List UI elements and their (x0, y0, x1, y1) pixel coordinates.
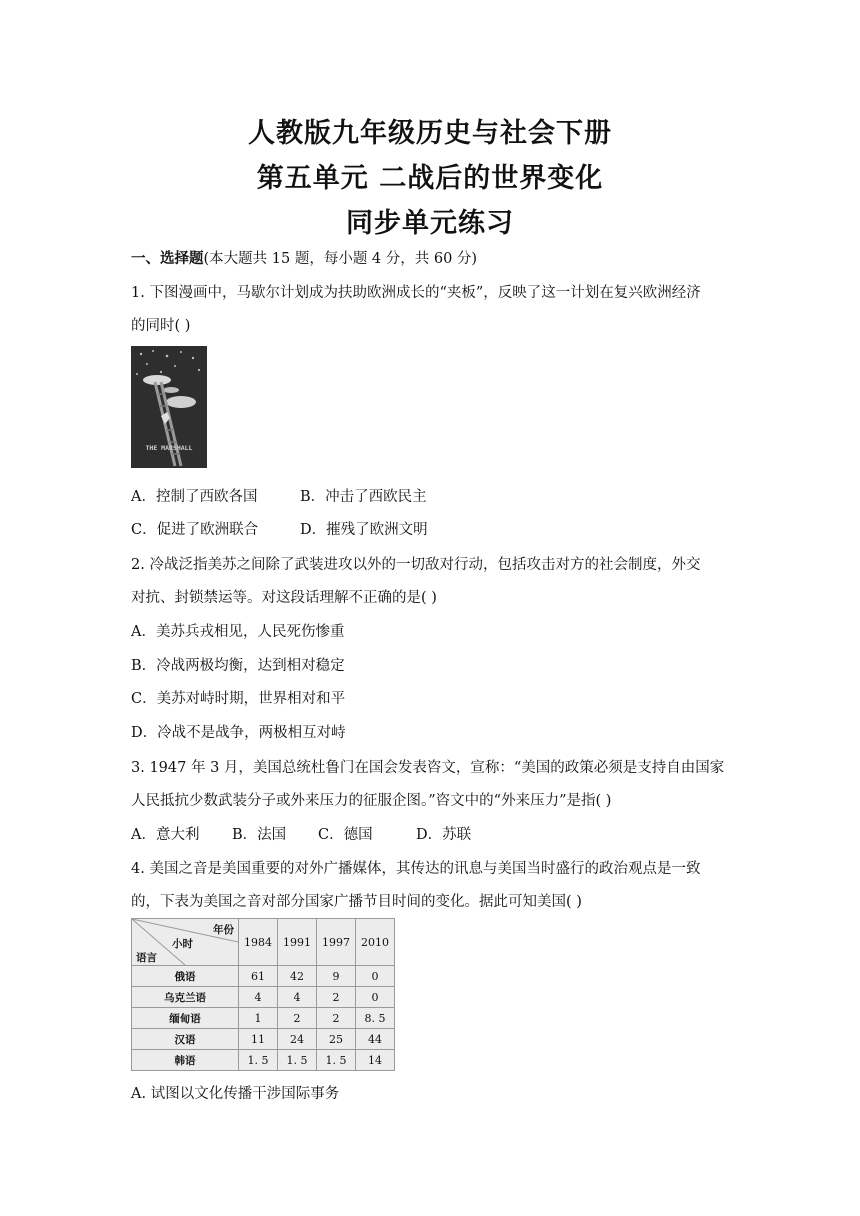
voa-broadcast-table (131, 918, 395, 1071)
table-row (132, 1050, 395, 1071)
hours-cell: 2 (278, 1008, 317, 1029)
year-header: 2010 (356, 919, 395, 966)
hours-cell: 1. 5 (278, 1050, 317, 1071)
corner-year-label: 年份 (213, 924, 234, 936)
section-note: (本大题共 15 题，每小题 4 分，共 60 分) (203, 251, 478, 267)
table-row (132, 1029, 395, 1050)
hours-cell: 1. 5 (239, 1050, 278, 1071)
table-row (132, 1008, 395, 1029)
q1-option-c[interactable]: C．促进了欧洲联合 (131, 522, 259, 538)
language-cell: 韩语 (132, 1050, 239, 1071)
hours-cell: 25 (317, 1029, 356, 1050)
hours-cell: 4 (239, 987, 278, 1008)
language-cell: 俄语 (132, 966, 239, 987)
q1-stem-line1: 1. 下图漫画中，马歇尔计划成为扶助欧洲成长的“夹板”，反映了这一计划在复兴欧洲经济 (131, 285, 701, 301)
q1-option-b[interactable]: B．冲击了西欧民主 (300, 489, 427, 505)
section-label: 一、选择题 (131, 251, 204, 267)
section-heading (131, 247, 477, 268)
language-cell: 乌克兰语 (132, 987, 239, 1008)
cartoon-illustration (131, 346, 207, 468)
hours-cell: 14 (356, 1050, 395, 1071)
language-cell: 缅甸语 (132, 1008, 239, 1029)
q1-option-a[interactable]: A．控制了西欧各国 (131, 489, 258, 505)
unit-title: 第五单元 二战后的世界变化 (256, 163, 604, 194)
language-cell: 汉语 (132, 1029, 239, 1050)
q3-option-a[interactable]: A．意大利 (131, 827, 200, 843)
year-header: 1984 (239, 919, 278, 966)
exercise-title: 同步单元练习 (346, 208, 514, 239)
hours-cell: 1 (239, 1008, 278, 1029)
q2-option-a[interactable]: A．美苏兵戎相见，人民死伤惨重 (131, 624, 345, 640)
q3-option-d[interactable]: D．苏联 (416, 827, 472, 843)
hours-cell: 8. 5 (356, 1008, 395, 1029)
q1-option-d[interactable]: D．摧残了欧洲文明 (300, 522, 428, 538)
q4-option-a[interactable]: A. 试图以文化传播干涉国际事务 (131, 1086, 340, 1102)
q1-stem-line2: 的同时( ) (131, 318, 191, 334)
q2-option-b[interactable]: B．冷战两极均衡，达到相对稳定 (131, 658, 345, 674)
hours-cell: 0 (356, 966, 395, 987)
year-header: 1997 (317, 919, 356, 966)
q2-stem-line2: 对抗、封锁禁运等。对这段话理解不正确的是( ) (131, 590, 437, 606)
table-row (132, 966, 395, 987)
q2-option-d[interactable]: D．冷战不是战争，两极相互对峙 (131, 725, 346, 741)
hours-cell: 2 (317, 987, 356, 1008)
corner-lang-label: 语言 (136, 952, 157, 964)
q4-stem-line2: 的，下表为美国之音对部分国家广播节目时间的变化。据此可知美国( ) (131, 894, 582, 910)
hours-cell: 9 (317, 966, 356, 987)
table-row (132, 987, 395, 1008)
hours-cell: 61 (239, 966, 278, 987)
q3-option-b[interactable]: B．法国 (232, 827, 287, 843)
year-header: 1991 (278, 919, 317, 966)
hours-cell: 2 (317, 1008, 356, 1029)
q3-stem-line1: 3. 1947 年 3 月，美国总统杜鲁门在国会发表咨文，宣称：“美国的政策必须是支持自由国家 (131, 760, 725, 776)
hours-cell: 11 (239, 1029, 278, 1050)
hours-cell: 42 (278, 966, 317, 987)
hours-cell: 4 (278, 987, 317, 1008)
hours-cell: 1. 5 (317, 1050, 356, 1071)
hours-cell: 44 (356, 1029, 395, 1050)
q2-stem-line1: 2. 冷战泛指美苏之间除了武装进攻以外的一切敌对行动，包括攻击对方的社会制度，外交 (131, 557, 701, 573)
marshall-plan-cartoon (131, 346, 207, 468)
hours-cell: 0 (356, 987, 395, 1008)
table-header-row (132, 919, 395, 966)
table-corner-cell (132, 919, 239, 966)
cartoon-caption: THE MARSHALL (145, 444, 193, 452)
q4-stem-line1: 4. 美国之音是美国重要的对外广播媒体，其传达的讯息与美国当时盛行的政治观点是一致 (131, 861, 701, 877)
corner-hours-label: 小时 (172, 938, 193, 950)
doc-title: 人教版九年级历史与社会下册 (248, 118, 612, 149)
hours-cell: 24 (278, 1029, 317, 1050)
q3-stem-line2: 人民抵抗少数武装分子或外来压力的征服企图。”咨文中的“外来压力”是指( ) (131, 793, 612, 809)
q2-option-c[interactable]: C．美苏对峙时期，世界相对和平 (131, 691, 346, 707)
q3-option-c[interactable]: C．德国 (318, 827, 373, 843)
